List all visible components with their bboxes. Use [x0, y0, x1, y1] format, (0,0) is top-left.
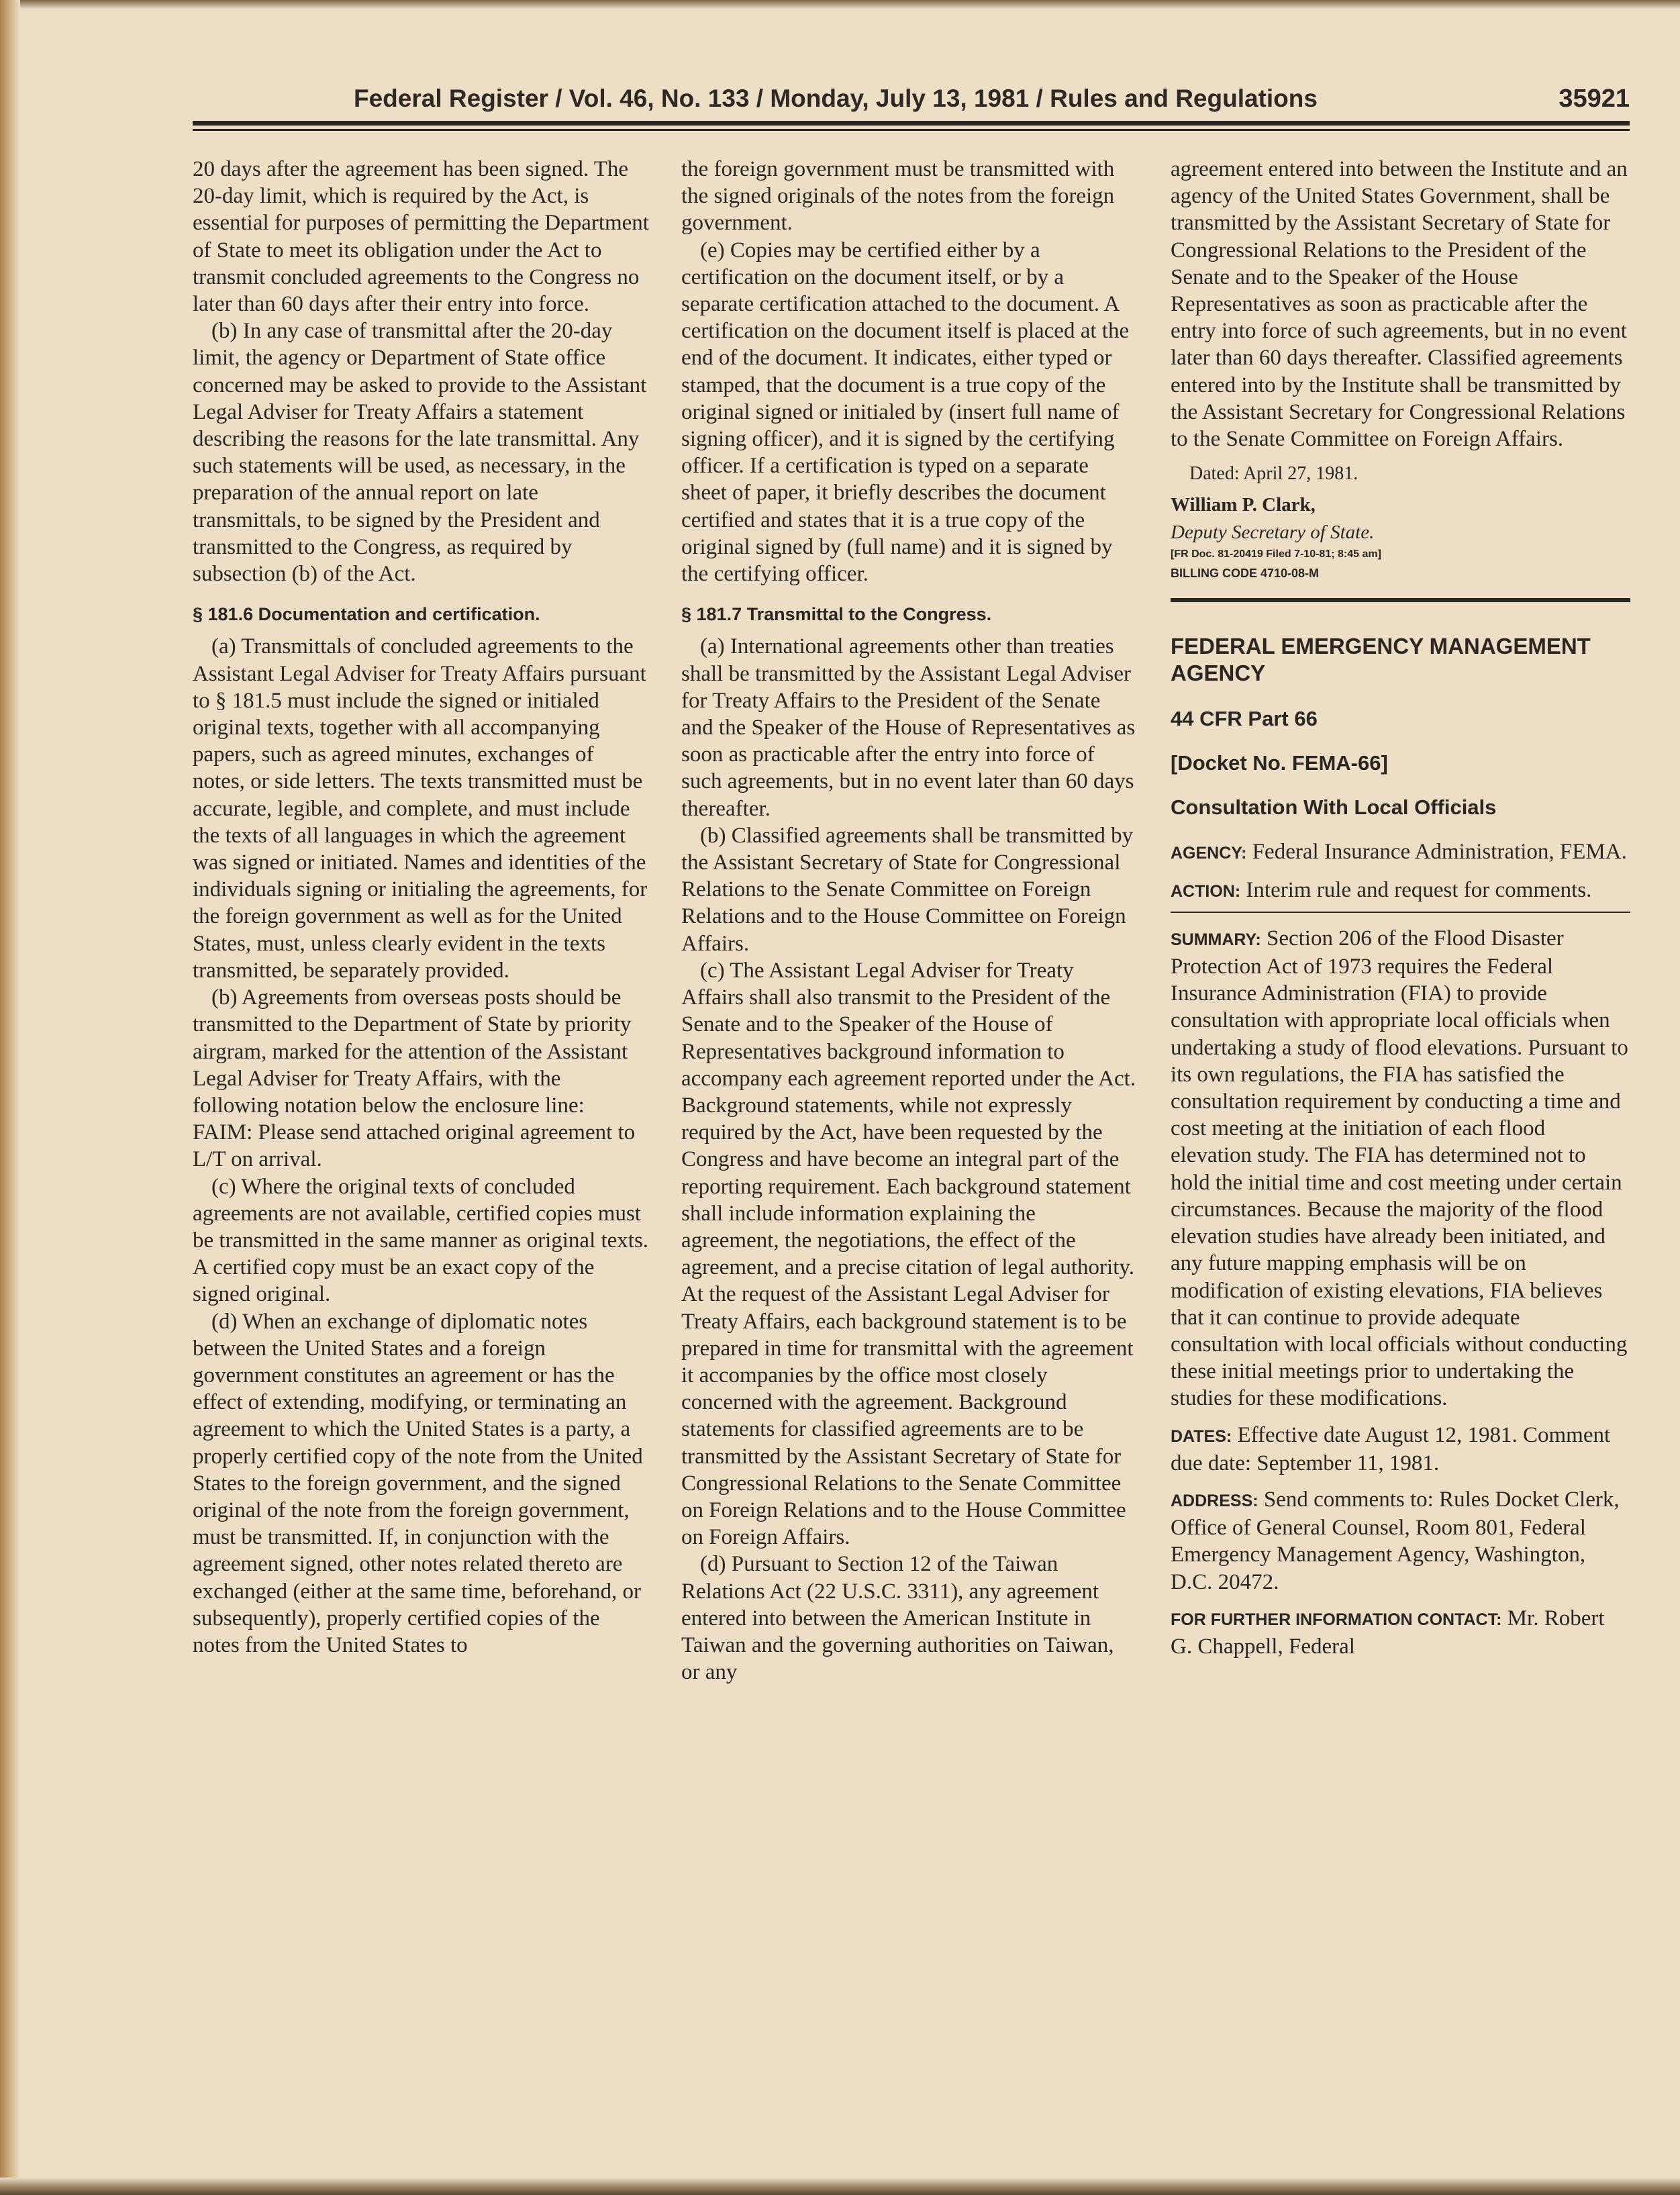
- paragraph: 20 days after the agreement has been signed. The 20-day limit, which is required by the Act, is essential for purposes of permitting the Department of State to meet its obligation under the Act to transmit concluded agreements to the Congress no later than 60 days after their entry into force.: [193, 157, 649, 317]
- agency-label: AGENCY:: [1171, 844, 1247, 863]
- agency-block: [1171, 838, 1630, 867]
- page-top-edge: [0, 0, 1680, 9]
- dated-line: Dated: April 27, 1981.: [1189, 463, 1358, 485]
- contact-label: FOR FURTHER INFORMATION CONTACT:: [1171, 1610, 1502, 1629]
- dates-label: DATES:: [1171, 1426, 1232, 1446]
- paragraph: (b) Agreements from overseas posts should be transmitted to the Department of State by priority airgram, marked for the attention of the Assistant Legal Adviser for Treaty Affairs, with the following notation below the enclosure line: FAIM: Please send attached original agreement to L/T on arrival.: [193, 985, 636, 1172]
- page-binding-edge: [0, 0, 20, 2195]
- signer-name: William P. Clark,: [1171, 494, 1316, 516]
- page-bottom-edge: [0, 2178, 1680, 2195]
- agency-heading: FEDERAL EMERGENCY MANAGEMENT AGENCY: [1171, 633, 1591, 685]
- summary-label: SUMMARY:: [1171, 930, 1261, 949]
- summary-block: [1171, 925, 1630, 1412]
- header-rule-thin: [193, 129, 1630, 131]
- dates-block: [1171, 1422, 1630, 1477]
- cfr-part: 44 CFR Part 66: [1171, 706, 1318, 730]
- billing-code: BILLING CODE 4710-08-M: [1171, 566, 1320, 580]
- paragraph: (a) Transmittals of concluded agreements to the Assistant Legal Adviser for Treaty Affairs pursuant to § 181.5 must include the signed or initialed original texts, together with all accompanying papers, such as agreed minutes, exchanges of notes, or side letters. The texts transmitted must be accurate, legible, and complete, and must include the texts of all languages in which the agreement was signed or initiated. Names and identities of the individuals signing or initialing the agreements, for the foreign government as well as for the United States, must, unless clearly evident in the texts transmitted, be separately provided.: [193, 634, 648, 983]
- paragraph: (b) In any case of transmittal after the 20-day limit, the agency or Department of State office concerned may be asked to provide to the Assistant Legal Adviser for Treaty Affairs a statement describing the reasons for the late transmittal. Any such statements will be used, as necessary, in the preparation of the annual report on late transmittals, to be signed by the President and transmitted to the Congress, as required by subsection (b) of the Act.: [193, 319, 647, 587]
- action-text: Interim rule and request for comments.: [1246, 877, 1592, 902]
- agency-text: Federal Insurance Administration, FEMA.: [1252, 840, 1627, 865]
- address-label: ADDRESS:: [1171, 1491, 1258, 1510]
- paragraph: (e) Copies may be certified either by a certification on the document itself, or by a separate certification attached to the document. A certification on the document itself is placed at the end of the document. It indicates, either typed or stamped, that the document is a true copy of the original signed or initialed by (insert full name of signing officer), and it is signed by the certifying officer. If a certification is typed on a separate sheet of paper, it briefly describes the document certified and states that it is a true copy of the original signed by (full name) and it is signed by the certifying officer.: [681, 238, 1130, 587]
- signer-title: Deputy Secretary of State.: [1171, 521, 1375, 543]
- section-heading-181-6: § 181.6 Documentation and certification.: [193, 604, 540, 625]
- paragraph: the foreign government must be transmitted with the signed originals of the notes from the foreign government.: [681, 157, 1115, 236]
- contact-text: Mr. Robert G. Chappell, Federal: [1171, 1606, 1605, 1659]
- paragraph: agreement entered into between the Institute and an agency of the United States Government, shall be transmitted by the Assistant Secretary of State for Congressional Relations to the President of the Senate and to the Speaker of the House Representatives as soon as practicable after the entry into force of such agreements, but in no event later than 60 days thereafter. Classified agreements entered into by the Institute shall be transmitted by the Assistant Secretary for Congressional Relations to the Senate Committee on Foreign Affairs.: [1171, 157, 1628, 452]
- column-3: [1171, 156, 1630, 1660]
- document-separator-rule: [1171, 598, 1630, 602]
- action-label: ACTION:: [1171, 881, 1241, 901]
- header-rule-thick: [193, 121, 1630, 126]
- paragraph: (a) International agreements other than treaties shall be transmitted by the Assistant Legal Adviser for Treaty Affairs to the President of the Senate and the Speaker of the House of Representatives as soon as practicable after the entry into force of such agreements, but in no event later than 60 days thereafter.: [681, 634, 1136, 821]
- paragraph: (c) Where the original texts of concluded agreements are not available, certified copies must be transmitted in the same manner as original texts. A certified copy must be an exact copy of the signed original.: [193, 1174, 649, 1307]
- paragraph: (d) When an exchange of diplomatic notes between the United States and a foreign government constitutes an agreement or has the effect of extending, modifying, or terminating an agreement to which the United States is a party, a properly certified copy of the note from the United States to the foreign government, and the signed original of the note from the foreign government, must be transmitted. If, in conjunction with the agreement signed, other notes related thereto are exchanged (either at the same time, beforehand, or subsequently), properly certified copies of the notes from the United States to: [193, 1309, 643, 1657]
- action-block: [1171, 877, 1630, 905]
- column-1: [193, 156, 649, 1659]
- page-header: [193, 79, 1630, 121]
- paragraph: (c) The Assistant Legal Adviser for Treaty Affairs shall also transmit to the President of the Senate and to the Speaker of the House of Representatives background information to accompany each agreement reported under the Act. Background statements, while not expressly required by the Act, have been requested by the Congress and have become an integral part of the reporting requirement. Each background statement shall include information explaining the agreement, the negotiations, the effect of the agreement, and a precise citation of legal authority. At the request of the Assistant Legal Adviser for Treaty Affairs, each background statement is to be prepared in time for transmittal with the agreement it accompanies by the office most closely concerned with the agreement. Background statements for classified agreements are to be transmitted by the Assistant Secretary of State for Congressional Relations to the Senate Committee on Foreign Relations and to the House Committee on Foreign Affairs.: [681, 958, 1136, 1550]
- running-head: Federal Register / Vol. 46, No. 133 / Monday, July 13, 1981 / Rules and Regulations: [354, 85, 1318, 112]
- paragraph: (b) Classified agreements shall be transmitted by the Assistant Secretary of State for Congressional Relations to the Senate Committee on Foreign Relations and to the House Committee on Foreign Affairs.: [681, 823, 1134, 956]
- rule-subject: Consultation With Local Officials: [1171, 795, 1497, 820]
- address-block: [1171, 1486, 1630, 1596]
- docket-number: [Docket No. FEMA-66]: [1171, 751, 1388, 775]
- summary-text: Section 206 of the Flood Disaster Protection Act of 1973 requires the Federal Insurance Administration (FIA) to provide consultation with appropriate local officials when undertaking a study of flood elevations. Pursuant to its own regulations, the FIA has satisfied the consultation requirement by conducting a time and cost meeting at the initiation of each flood elevation study. The FIA has determined not to hold the initial time and cost meeting under certain circumstances. Because the majority of the flood elevation studies have already been initiated, and any future mapping emphasis will be on modification of existing elevations, FIA believes that it can continue to provide adequate consultation with local officials without conducting these initial meetings prior to undertaking the studies for these modifications.: [1171, 926, 1628, 1411]
- page-number: 35921: [1559, 85, 1630, 113]
- column-2: [681, 156, 1138, 1686]
- fr-doc-line: [FR Doc. 81-20419 Filed 7-10-81; 8:45 am]: [1171, 548, 1381, 560]
- preamble-rule: [1171, 912, 1630, 913]
- dates-text: Effective date August 12, 1981. Comment due date: September 11, 1981.: [1171, 1422, 1611, 1475]
- section-heading-181-7: § 181.7 Transmittal to the Congress.: [681, 604, 992, 625]
- paragraph: (d) Pursuant to Section 12 of the Taiwan Relations Act (22 U.S.C. 3311), any agreement entered into between the American Institute in Taiwan and the governing authorities on Taiwan, or any: [681, 1552, 1114, 1685]
- contact-block: [1171, 1605, 1630, 1660]
- address-text: Send comments to: Rules Docket Clerk, Office of General Counsel, Room 801, Federal Emergency Management Agency, Washington, D.C. 20472.: [1171, 1487, 1620, 1594]
